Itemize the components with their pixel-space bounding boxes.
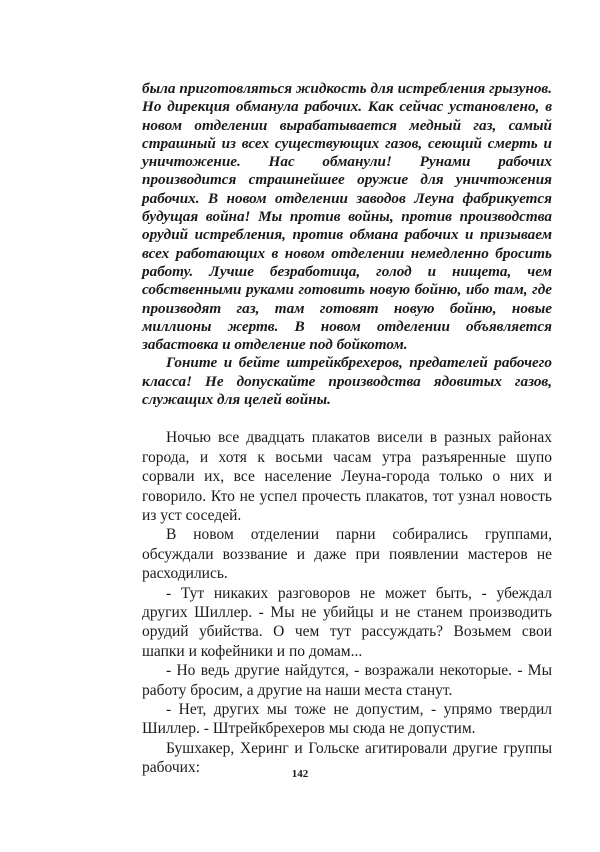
narrative-paragraph-3: - Тут никаких разговоров не может быть, - убеждал других Шиллер. - Мы не убийцы и не станем производить орудий убийства. О чем тут рассуждать? Возьмем свои шапки и кофейники и по домам...: [142, 584, 552, 660]
leaflet-paragraph-1: была приготовляться жидкость для истребления грызунов. Но дирекция обманула рабочих. Как сейчас установлено, в новом отделении вырабатывается медный газ, самый страшный из всех существующих газов, сеющий смерть и уничтожение. Нас обманули! Рунами рабочих производится страшнейшее оружие для уничтожения рабочих. В новом отделении заводов Леуна фабрикуется будущая война! Мы против войны, против производства орудий истребления, против обмана рабочих и призываем всех работающих в новом отделении немедленно бросить работу. Лучше безработица, голод и нищета, чем собственными руками готовить новую бойню, ибо там, где производят газ, там готовят новую бойню, новые миллионы жертв. В новом отделении объявляется забастовка и отделение под бойкотом.: [142, 80, 552, 354]
narrative-paragraph-1: Ночью все двадцать плакатов висели в разных районах города, и хотя к восьми часам утра разъяренные шупо сорвали их, все население Леуна-города только о них и говорило. Кто не успел прочесть плакатов, тот узнал новость из уст соседей.: [142, 429, 552, 524]
narrative-text: [142, 428, 552, 777]
page-number: 142: [291, 768, 309, 780]
text-block: [142, 80, 552, 778]
leaflet-paragraph-2: Гоните и бейте штрейкбрехеров, предателей рабочего класса! Не допускайте производства ядовитых газов, служащих для целей войны.: [142, 354, 552, 409]
leaflet-text: [142, 80, 552, 409]
narrative-paragraph-5: - Нет, других мы тоже не допустим, - упрямо твердил Шиллер. - Штрейкбрехеров мы сюда не допустим.: [142, 701, 552, 738]
narrative-paragraph-4: - Но ведь другие найдутся, - возражали некоторые. - Мы работу бросим, а другие на наши места станут.: [142, 662, 552, 699]
narrative-paragraph-6: Бушхакер, Херинг и Гольске агитировали другие группы рабочих:: [142, 739, 552, 777]
narrative-paragraph-2: В новом отделении парни собирались группами, обсуждали воззвание и даже при появлении мастеров не расходились.: [142, 526, 552, 583]
